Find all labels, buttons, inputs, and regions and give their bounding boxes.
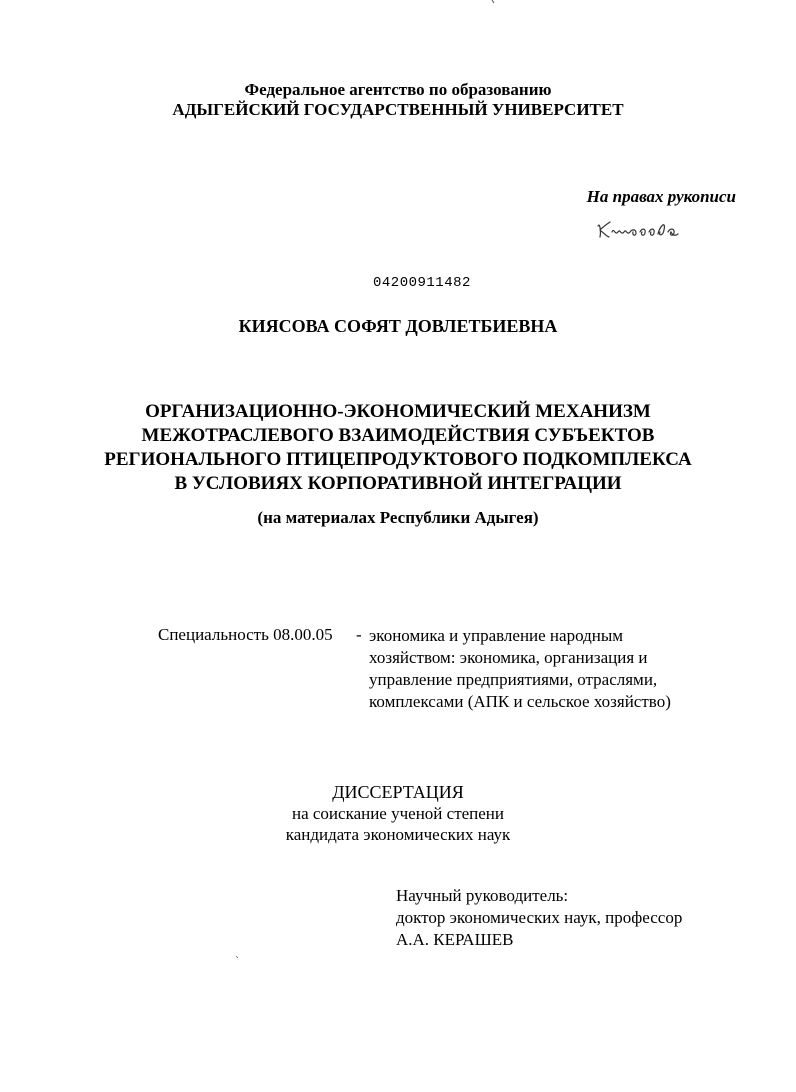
title-line: В УСЛОВИЯХ КОРПОРАТИВНОЙ ИНТЕГРАЦИИ — [174, 473, 622, 494]
specialty-line: хозяйством: экономика, организация и — [369, 648, 648, 667]
manuscript-rights-label: На правах рукописи — [586, 187, 736, 206]
scan-mark — [491, 0, 495, 3]
specialty-line: комплексами (АПК и сельское хозяйство) — [369, 692, 671, 711]
dissertation-title — [0, 400, 796, 496]
title-line: МЕЖОТРАСЛЕВОГО ВЗАИМОДЕЙСТВИЯ СУБЪЕКТОВ — [141, 425, 655, 446]
specialty-line: управление предприятиями, отраслями, — [369, 670, 658, 689]
author-name: КИЯСОВА СОФЯТ ДОВЛЕТБИЕВНА — [238, 316, 558, 336]
title-line: РЕГИОНАЛЬНОГО ПТИЦЕПРОДУКТОВОГО ПОДКОМПЛЕКСА — [104, 449, 692, 470]
specialty-line: экономика и управление народным — [369, 626, 624, 645]
title-line: ОРГАНИЗАЦИОННО-ЭКОНОМИЧЕСКИЙ МЕХАНИЗМ — [145, 401, 651, 422]
specialty-dash: - — [356, 625, 362, 644]
advisor-name: А.А. КЕРАШЕВ — [396, 930, 514, 949]
advisor-label: Научный руководитель: — [396, 886, 569, 905]
degree-line: кандидата экономических наук — [285, 825, 511, 844]
university-name: АДЫГЕЙСКИЙ ГОСУДАРСТВЕННЫЙ УНИВЕРСИТЕТ — [172, 100, 624, 119]
dissertation-subtitle: (на материалах Республики Адыгея) — [257, 508, 539, 527]
degree-block — [0, 782, 796, 845]
specialty-label: Специальность 08.00.05 — [158, 625, 333, 644]
dissertation-heading: ДИССЕРТАЦИЯ — [332, 782, 464, 802]
handwritten-signature — [592, 212, 702, 242]
agency-name: Федеральное агентство по образованию — [244, 80, 552, 99]
registration-number: 04200911482 — [373, 275, 471, 291]
specialty-description — [369, 625, 671, 713]
degree-line: на соискание ученой степени — [291, 804, 505, 823]
advisor-block — [396, 885, 682, 951]
advisor-degree: доктор экономических наук, профессор — [396, 908, 683, 927]
scan-speck — [235, 955, 239, 959]
